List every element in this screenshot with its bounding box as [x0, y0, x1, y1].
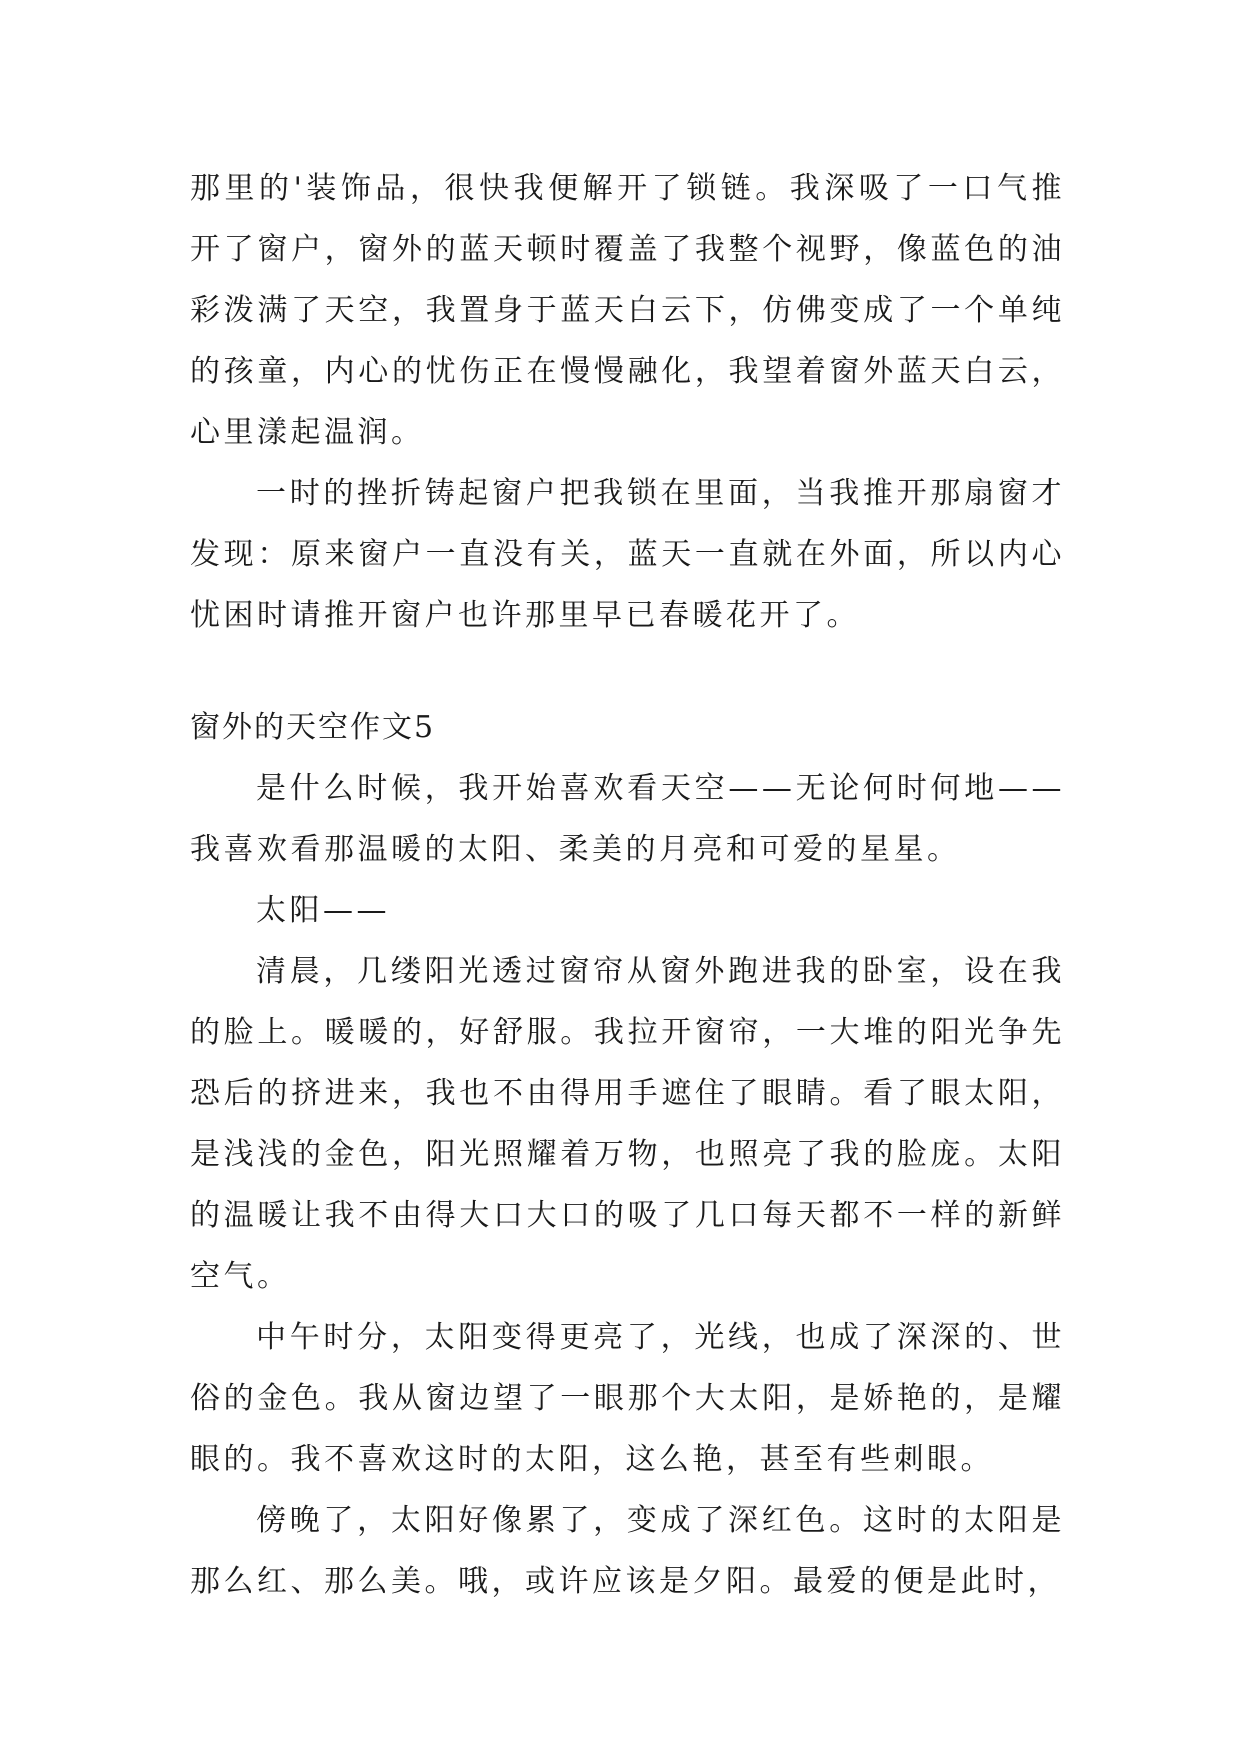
paragraph: 一时的挫折铸起窗户把我锁在里面，当我推开那扇窗才发现：原来窗户一直没有关，蓝天一直就在外面，所以内心忧困时请推开窗户也许那里早已春暖花开了。 — [190, 476, 1065, 633]
paragraph: 是什么时候，我开始喜欢看天空——无论何时何地——我喜欢看那温暖的太阳、柔美的月亮和可爱的星星。 — [190, 771, 1065, 867]
document-body — [190, 158, 1065, 1612]
section-heading: 窗外的天空作文5 — [190, 710, 436, 745]
paragraph: 傍晚了，太阳好像累了，变成了深红色。这时的太阳是那么红、那么美。哦，或许应该是夕阳。最爱的便是此时， — [190, 1503, 1065, 1599]
paragraph: 中午时分，太阳变得更亮了，光线，也成了深深的、世俗的金色。我从窗边望了一眼那个大太阳，是娇艳的，是耀眼的。我不喜欢这时的太阳，这么艳，甚至有些刺眼。 — [190, 1320, 1065, 1477]
paragraph-continued: 那里的'装饰品，很快我便解开了锁链。我深吸了一口气推开了窗户，窗外的蓝天顿时覆盖了我整个视野，像蓝色的油彩泼满了天空，我置身于蓝天白云下，仿佛变成了一个单纯的孩童，内心的忧伤正在慢慢融化，我望着窗外蓝天白云，心里漾起温润。 — [190, 171, 1065, 450]
paragraph: 清晨，几缕阳光透过窗帘从窗外跑进我的卧室，设在我的脸上。暖暖的，好舒服。我拉开窗帘，一大堆的阳光争先恐后的挤进来，我也不由得用手遮住了眼睛。看了眼太阳，是浅浅的金色，阳光照耀着万物，也照亮了我的脸庞。太阳的温暖让我不由得大口大口的吸了几口每天都不一样的新鲜空气。 — [190, 954, 1065, 1294]
paragraph-subheading: 太阳—— — [256, 893, 390, 928]
